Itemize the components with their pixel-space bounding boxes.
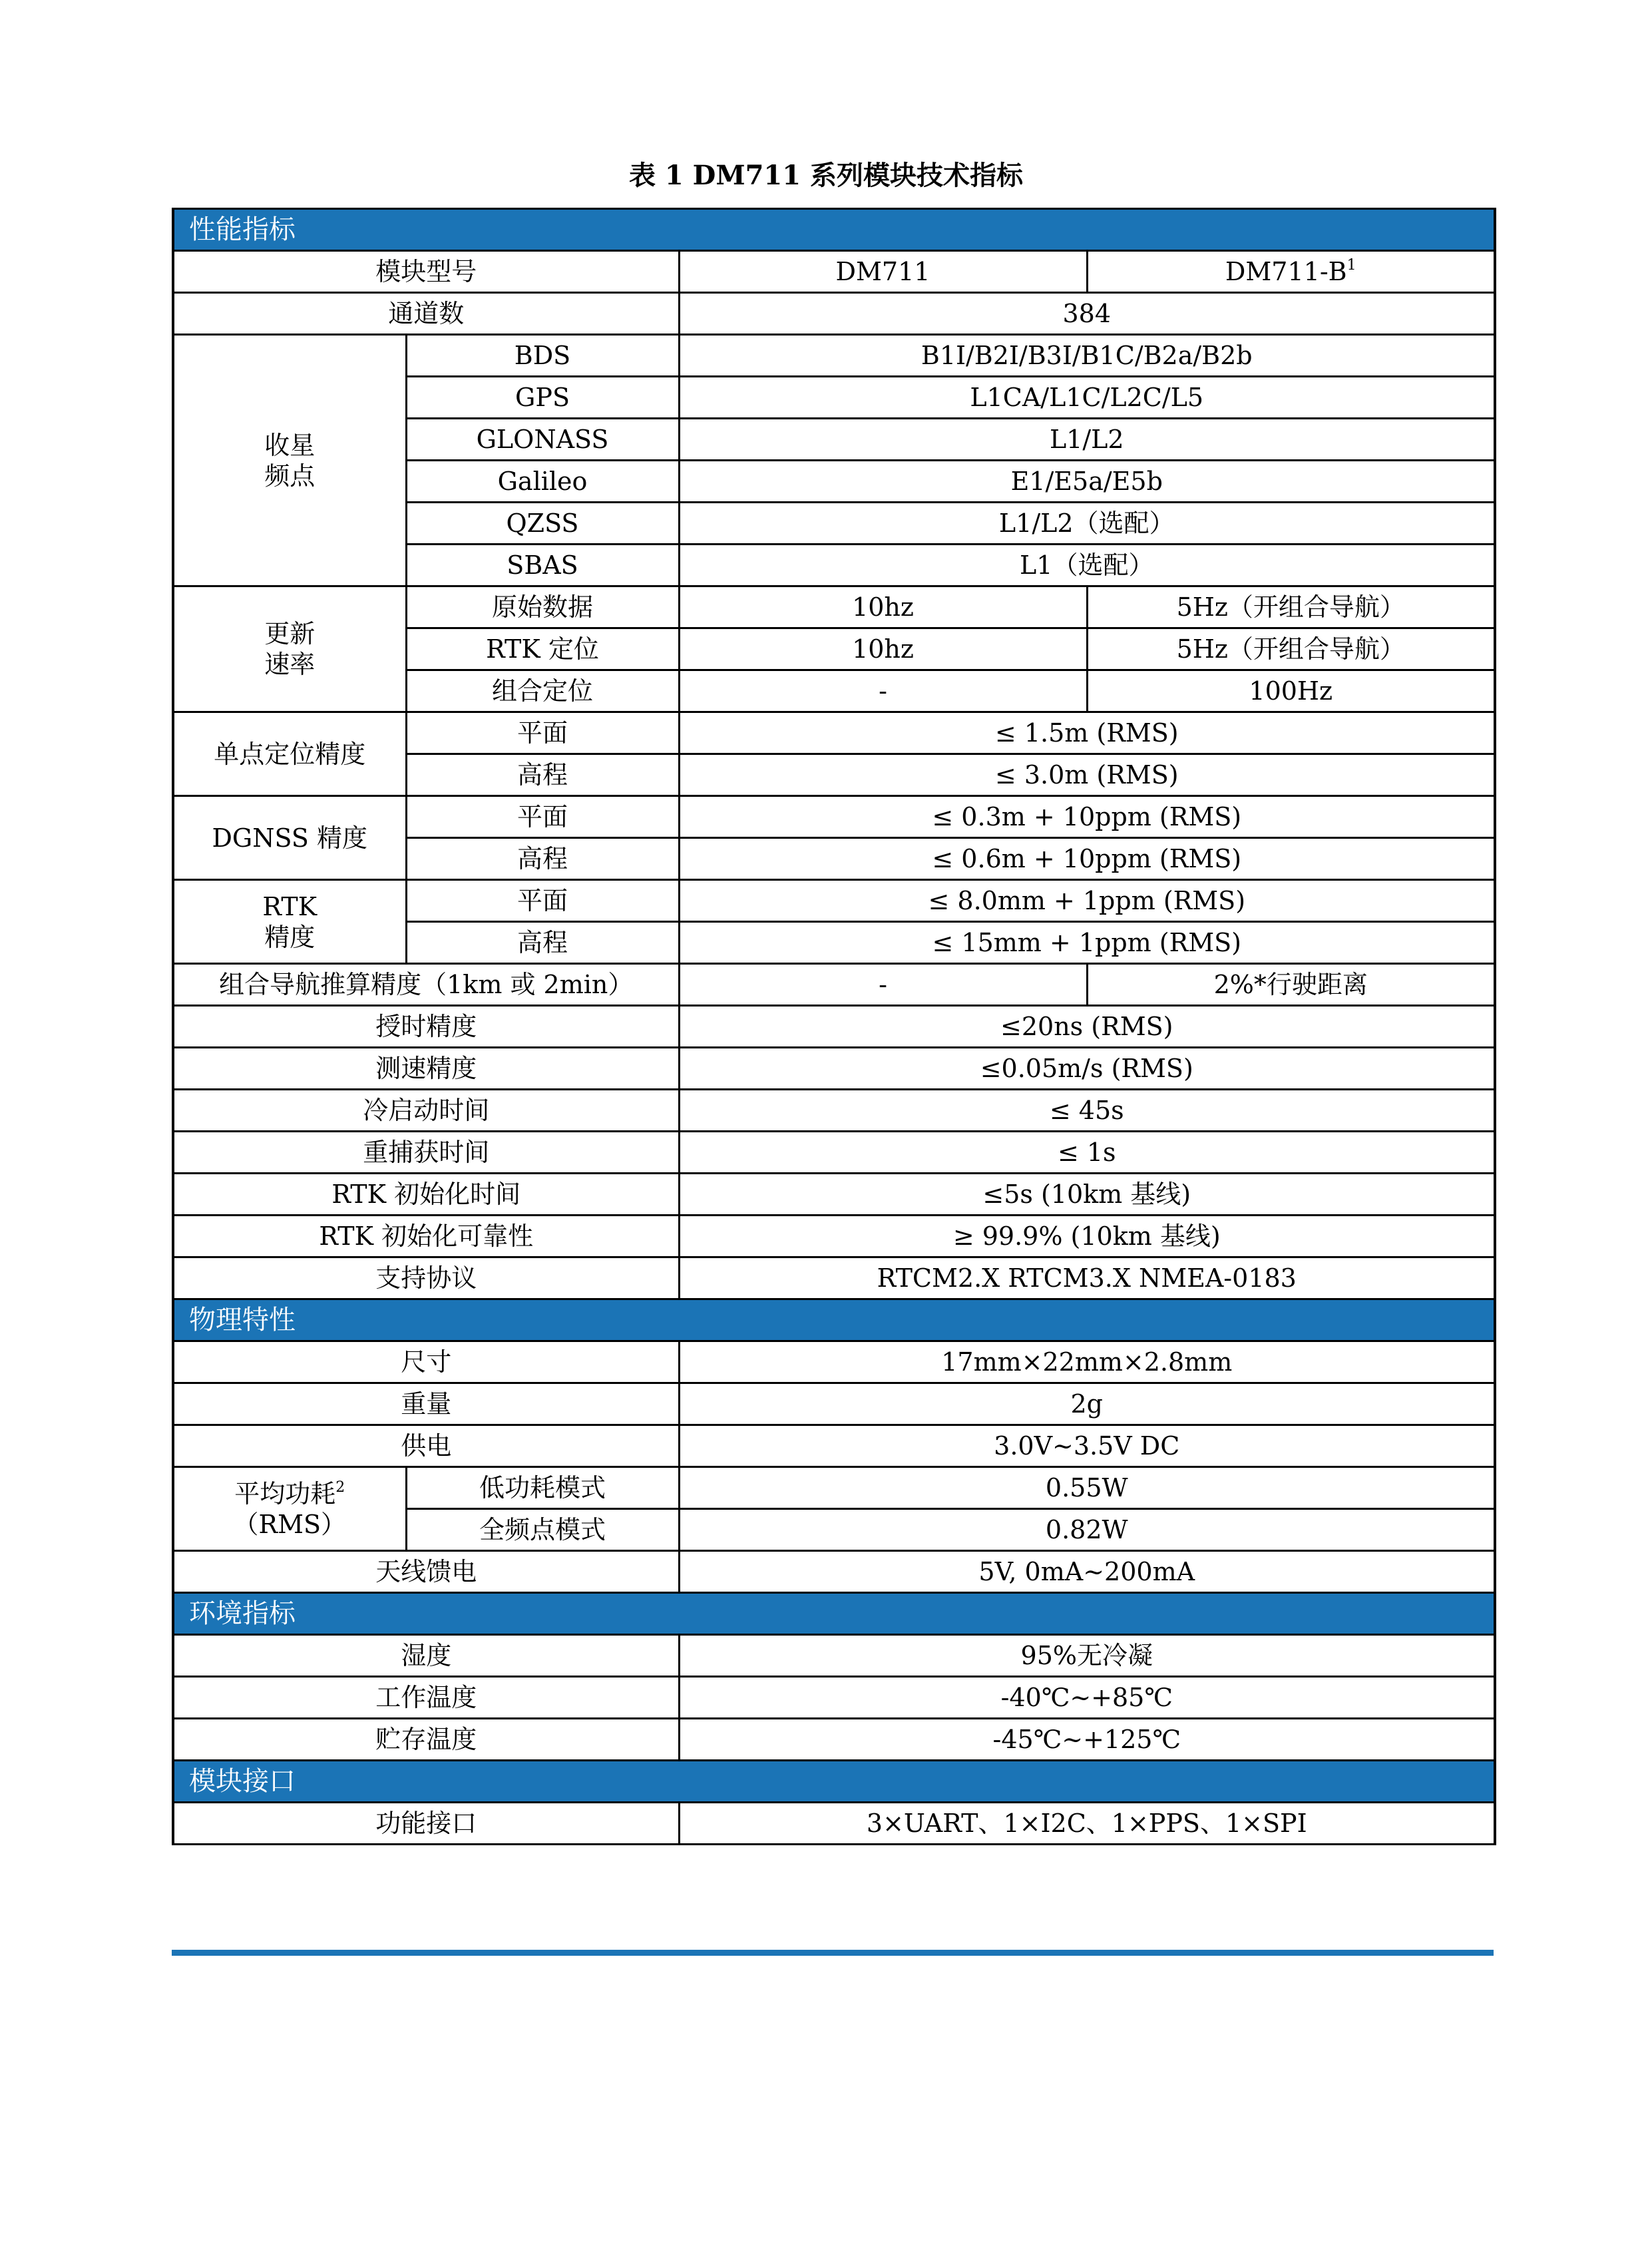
cell-value: ≥ 99.9% (10km 基线) <box>679 1216 1495 1257</box>
cell-value: - <box>679 670 1087 712</box>
cell-value: E1/E5a/E5b <box>679 461 1495 503</box>
sub-label: GLONASS <box>406 419 679 461</box>
table-row <box>173 1719 1495 1761</box>
row-label: 重捕获时间 <box>173 1132 679 1174</box>
footnote-marker: 1 <box>1346 257 1356 274</box>
cell-value: 3×UART、1×I2C、1×PPS、1×SPI <box>679 1803 1495 1845</box>
table-bottom-bar <box>172 1950 1494 1956</box>
sub-label: 低功耗模式 <box>406 1467 679 1509</box>
row-label: 授时精度 <box>173 1006 679 1048</box>
row-label: 工作温度 <box>173 1677 679 1719</box>
group-label <box>173 1467 406 1551</box>
group-label <box>173 586 406 712</box>
cell-value: 17mm×22mm×2.8mm <box>679 1341 1495 1383</box>
table-row <box>173 1803 1495 1845</box>
sub-label: BDS <box>406 335 679 377</box>
group-label: DGNSS 精度 <box>173 796 406 880</box>
table-row <box>173 1257 1495 1299</box>
table-row <box>173 1048 1495 1090</box>
cell-value: L1/L2（选配） <box>679 503 1495 545</box>
cell-value: ≤ 45s <box>679 1090 1495 1132</box>
footnote-marker: 2 <box>335 1478 345 1496</box>
table-row <box>173 1635 1495 1677</box>
row-label: 天线馈电 <box>173 1551 679 1593</box>
table-row <box>173 796 1495 838</box>
table-row <box>173 1467 1495 1509</box>
cell-value: 2g <box>679 1383 1495 1425</box>
table-row <box>173 251 1495 293</box>
group-label-line: 频点 <box>264 461 315 491</box>
cell-value: ≤ 3.0m (RMS) <box>679 754 1495 796</box>
cell-value: ≤ 1.5m (RMS) <box>679 712 1495 754</box>
row-label: 组合导航推算精度（1km 或 2min） <box>173 964 679 1006</box>
row-label: 供电 <box>173 1425 679 1467</box>
group-label-line: 更新 <box>264 619 315 648</box>
cell-value: 5Hz（开组合导航） <box>1087 586 1495 628</box>
sub-label: 原始数据 <box>406 586 679 628</box>
section-header-environment <box>173 1593 1495 1635</box>
sub-label: 高程 <box>406 922 679 964</box>
sub-label: 平面 <box>406 880 679 922</box>
table-row <box>173 1425 1495 1467</box>
row-label: 冷启动时间 <box>173 1090 679 1132</box>
sub-label: 高程 <box>406 838 679 880</box>
sub-label: GPS <box>406 377 679 419</box>
cell-value: B1I/B2I/B3I/B1C/B2a/B2b <box>679 335 1495 377</box>
group-label-line: 平均功耗 <box>234 1478 336 1508</box>
section-title: 物理特性 <box>173 1299 1495 1341</box>
cell-value: ≤20ns (RMS) <box>679 1006 1495 1048</box>
sub-label: Galileo <box>406 461 679 503</box>
cell-value: 0.55W <box>679 1467 1495 1509</box>
table-row <box>173 1341 1495 1383</box>
cell-value: 10hz <box>679 628 1087 670</box>
table-row <box>173 586 1495 628</box>
group-label-line: 精度 <box>264 922 315 952</box>
group-label: 单点定位精度 <box>173 712 406 796</box>
cell-value: 3.0V~3.5V DC <box>679 1425 1495 1467</box>
section-header-performance <box>173 209 1495 251</box>
table-row <box>173 1132 1495 1174</box>
cell-value: 2%*行驶距离 <box>1087 964 1495 1006</box>
model-b-text: DM711-B <box>1225 257 1347 286</box>
cell-value: -45℃~+125℃ <box>679 1719 1495 1761</box>
sub-label: QZSS <box>406 503 679 545</box>
table-row <box>173 1090 1495 1132</box>
cell-value: ≤0.05m/s (RMS) <box>679 1048 1495 1090</box>
spec-table <box>172 208 1496 1845</box>
table-row <box>173 712 1495 754</box>
table-row <box>173 1006 1495 1048</box>
cell-value: 384 <box>679 293 1495 335</box>
cell-value <box>1087 251 1495 293</box>
cell-value: 10hz <box>679 586 1087 628</box>
sub-label: 平面 <box>406 796 679 838</box>
cell-value: ≤ 15mm + 1ppm (RMS) <box>679 922 1495 964</box>
section-title: 性能指标 <box>173 209 1495 251</box>
row-label: 重量 <box>173 1383 679 1425</box>
row-label: RTK 初始化时间 <box>173 1174 679 1216</box>
cell-value: L1（选配） <box>679 545 1495 586</box>
cell-value: RTCM2.X RTCM3.X NMEA-0183 <box>679 1257 1495 1299</box>
section-header-interface <box>173 1761 1495 1803</box>
table-caption: 表 1 DM711 系列模块技术指标 <box>628 160 1024 191</box>
cell-value: 5Hz（开组合导航） <box>1087 628 1495 670</box>
cell-value: 0.82W <box>679 1509 1495 1551</box>
cell-value: DM711 <box>679 251 1087 293</box>
group-label-line: 收星 <box>264 430 315 460</box>
row-label: 贮存温度 <box>173 1719 679 1761</box>
table-row <box>173 335 1495 377</box>
table-row <box>173 964 1495 1006</box>
table-row <box>173 293 1495 335</box>
cell-value: ≤ 8.0mm + 1ppm (RMS) <box>679 880 1495 922</box>
cell-value: 5V, 0mA~200mA <box>679 1551 1495 1593</box>
row-label: 模块型号 <box>173 251 679 293</box>
group-label <box>173 880 406 964</box>
table-row <box>173 1383 1495 1425</box>
table-row <box>173 1216 1495 1257</box>
table-row <box>173 1174 1495 1216</box>
group-label-line: 速率 <box>264 650 315 679</box>
section-title: 模块接口 <box>173 1761 1495 1803</box>
cell-value: -40℃~+85℃ <box>679 1677 1495 1719</box>
group-label-line: （RMS） <box>233 1509 347 1539</box>
sub-label: 平面 <box>406 712 679 754</box>
group-label-line: RTK <box>262 891 317 921</box>
cell-value: ≤5s (10km 基线) <box>679 1174 1495 1216</box>
row-label: 功能接口 <box>173 1803 679 1845</box>
row-label: 通道数 <box>173 293 679 335</box>
sub-label: 高程 <box>406 754 679 796</box>
table-row <box>173 1551 1495 1593</box>
table-row <box>173 880 1495 922</box>
cell-value: 100Hz <box>1087 670 1495 712</box>
row-label: 尺寸 <box>173 1341 679 1383</box>
cell-value: L1/L2 <box>679 419 1495 461</box>
cell-value: L1CA/L1C/L2C/L5 <box>679 377 1495 419</box>
sub-label: 组合定位 <box>406 670 679 712</box>
sub-label: 全频点模式 <box>406 1509 679 1551</box>
row-label: 支持协议 <box>173 1257 679 1299</box>
cell-value: ≤ 0.3m + 10ppm (RMS) <box>679 796 1495 838</box>
section-header-physical <box>173 1299 1495 1341</box>
table-row <box>173 1677 1495 1719</box>
row-label: RTK 初始化可靠性 <box>173 1216 679 1257</box>
row-label: 湿度 <box>173 1635 679 1677</box>
sub-label: SBAS <box>406 545 679 586</box>
sub-label: RTK 定位 <box>406 628 679 670</box>
cell-value: 95%无冷凝 <box>679 1635 1495 1677</box>
cell-value: ≤ 1s <box>679 1132 1495 1174</box>
group-label <box>173 335 406 586</box>
row-label: 测速精度 <box>173 1048 679 1090</box>
section-title: 环境指标 <box>173 1593 1495 1635</box>
cell-value: ≤ 0.6m + 10ppm (RMS) <box>679 838 1495 880</box>
cell-value: - <box>679 964 1087 1006</box>
